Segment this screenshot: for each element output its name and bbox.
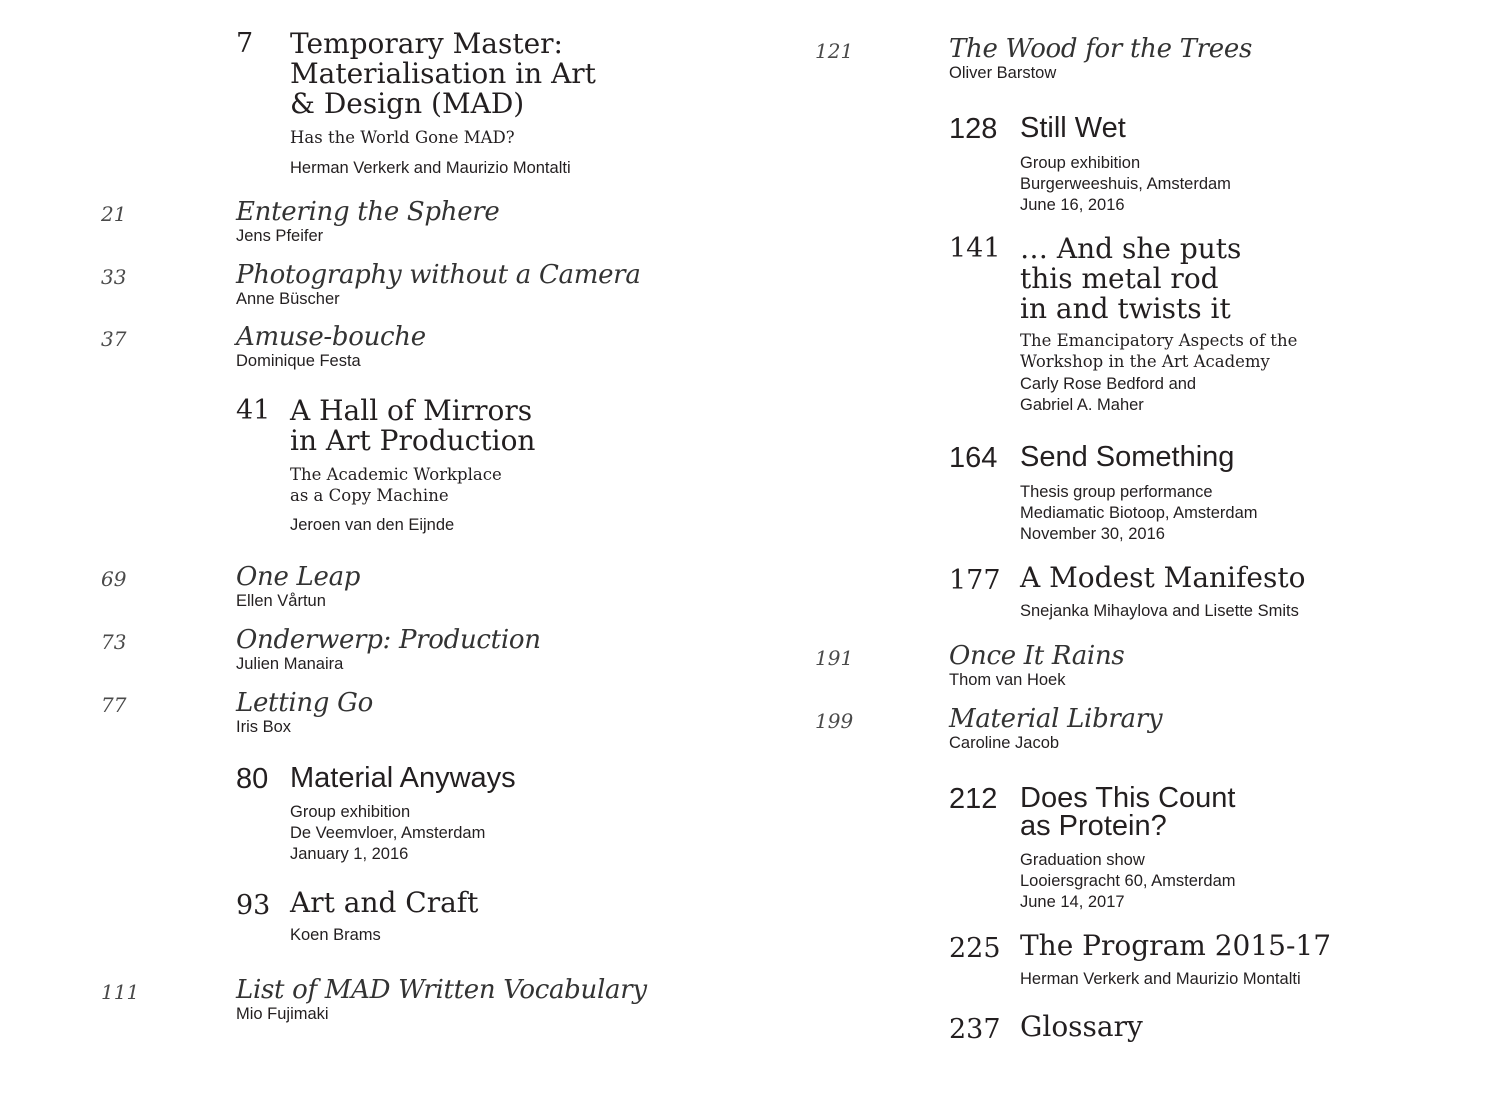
toc-entry-once-it-rains[interactable] [949, 642, 1124, 691]
page-number: 177 [949, 565, 1001, 596]
entry-title: One Leap [236, 562, 361, 592]
entry-author: Julien Manaira [236, 655, 344, 673]
page-number: 164 [949, 442, 998, 474]
entry-title: Onderwerp: Production [236, 625, 541, 655]
toc-entry-amuse-bouche[interactable] [236, 323, 426, 372]
entry-title: A Modest Manifesto [1020, 561, 1306, 594]
entry-title: Once It Rains [949, 641, 1125, 671]
entry-author: Jens Pfeifer [236, 227, 324, 245]
entry-subtitle: Has the World Gone MAD? [290, 128, 515, 147]
toc-entry-letting-go[interactable] [236, 689, 373, 738]
entry-author: Thom van Hoek [949, 671, 1066, 689]
page-number: 69 [101, 567, 127, 591]
entry-title: The Wood for the Trees [949, 34, 1253, 64]
page-number: 225 [949, 933, 1001, 964]
entry-title: Material Library [949, 704, 1163, 734]
entry-author: Koen Brams [290, 926, 381, 944]
entry-title: Still Wet [1020, 112, 1126, 144]
entry-title: Art and Craft [290, 886, 479, 919]
entry-authors: Snejanka Mihaylova and Lisette Smits [1020, 602, 1299, 620]
entry-title: Photography without a Camera [236, 260, 641, 290]
entry-title: Glossary [1020, 1010, 1143, 1043]
toc-entry-list-of-mad-written-vocabulary[interactable] [236, 976, 647, 1025]
entry-info: Thesis group performance Mediamatic Biotoop, Amsterdam November 30, 2016 [1020, 483, 1258, 543]
page-number: 37 [101, 327, 127, 351]
entry-info: Graduation show Looiersgracht 60, Amsterdam June 14, 2017 [1020, 851, 1236, 911]
entry-info: Group exhibition Burgerweeshuis, Amsterdam June 16, 2016 [1020, 154, 1231, 214]
entry-author: Ellen Vårtun [236, 592, 326, 610]
entry-subtitle: The Emancipatory Aspects of the Workshop in the Art Academy [1020, 331, 1298, 371]
entry-author: Anne Büscher [236, 290, 340, 308]
entry-title: A Hall of Mirrors in Art Production [290, 394, 536, 457]
entry-title: Material Anyways [290, 762, 516, 794]
page-number: 41 [236, 395, 271, 426]
toc-entry-photography-without-a-camera[interactable] [236, 261, 641, 310]
page-number: 191 [815, 646, 854, 670]
entry-title: The Program 2015-17 [1020, 929, 1332, 962]
entry-title: Temporary Master: Materialisation in Art & Design (MAD) [290, 27, 596, 120]
page-number: 121 [815, 39, 854, 63]
entry-author: Jeroen van den Eijnde [290, 516, 455, 534]
entry-info: Group exhibition De Veemvloer, Amsterdam January 1, 2016 [290, 803, 486, 863]
page-number: 93 [236, 890, 271, 921]
entry-author: Caroline Jacob [949, 734, 1060, 752]
page-number: 33 [101, 265, 127, 289]
entry-author: Mio Fujimaki [236, 1005, 329, 1023]
toc-entry-entering-the-sphere[interactable] [236, 198, 500, 247]
page-number: 237 [949, 1014, 1001, 1045]
entry-authors: Herman Verkerk and Maurizio Montalti [290, 159, 571, 177]
entry-authors: Carly Rose Bedford and Gabriel A. Maher [1020, 375, 1197, 414]
page-number: 80 [236, 763, 269, 795]
page-number: 73 [101, 630, 127, 654]
page-number: 212 [949, 783, 998, 815]
entry-author: Iris Box [236, 718, 292, 736]
entry-title: Does This Count as Protein? [1020, 782, 1236, 842]
entry-title: List of MAD Written Vocabulary [236, 975, 647, 1005]
toc-entry-wood-for-the-trees[interactable] [949, 35, 1252, 84]
entry-title: Amuse-bouche [236, 322, 426, 352]
toc-entry-material-library[interactable] [949, 705, 1162, 754]
page-number: 21 [101, 202, 127, 226]
entry-title: Letting Go [236, 688, 373, 718]
page-number: 141 [949, 233, 1001, 264]
entry-authors: Herman Verkerk and Maurizio Montalti [1020, 970, 1301, 988]
page-number: 128 [949, 113, 998, 145]
toc-entry-one-leap[interactable] [236, 563, 360, 612]
entry-title: Entering the Sphere [236, 197, 500, 227]
page-number: 7 [236, 28, 254, 59]
entry-author: Dominique Festa [236, 352, 361, 370]
toc-entry-onderwerp-production[interactable] [236, 626, 541, 675]
page-number: 77 [101, 693, 127, 717]
page-number: 199 [815, 709, 854, 733]
page-number: 111 [101, 980, 140, 1004]
entry-subtitle: The Academic Workplace as a Copy Machine [290, 465, 502, 505]
entry-title: … And she puts this metal rod in and twists it [1020, 232, 1242, 325]
entry-author: Oliver Barstow [949, 64, 1057, 82]
entry-title: Send Something [1020, 441, 1235, 473]
